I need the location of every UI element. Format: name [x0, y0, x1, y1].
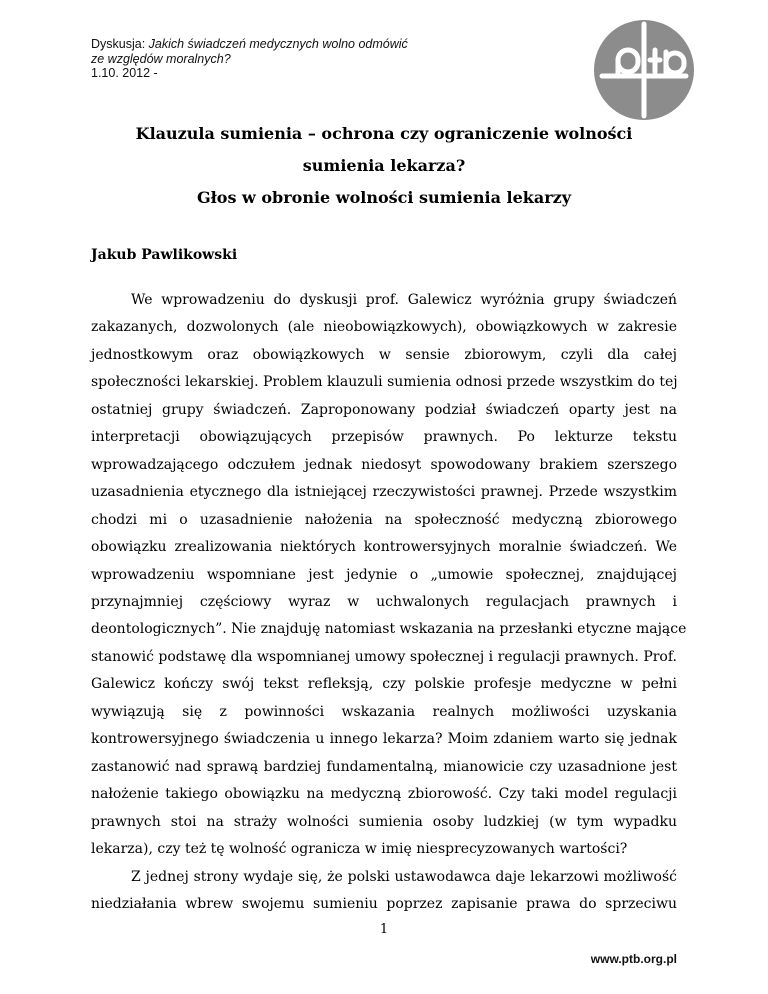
body-line: Z jednej strony wydaje się, że polski ustawodawca daje lekarzowi możliwość — [131, 869, 677, 885]
body-line: prawnych stoi na straży wolności sumienia osoby ludzkiej (w tym wypadku — [91, 814, 677, 830]
body-line: wprowadzającego odczułem jednak niedosyt spowodowany brakiem szerszego — [91, 457, 677, 473]
header-topic-line2: ze względów moralnych? — [91, 51, 231, 66]
header-date: 1.10. 2012 - — [91, 66, 158, 80]
discussion-header — [91, 37, 408, 81]
body-line: przynajmniej częściowy wyraz w uchwalonych regulacjach prawnych i — [91, 594, 677, 610]
body-line: kontrowersyjnego świadczenia u innego lekarza? Moim zdaniem warto się jednak — [91, 731, 677, 747]
body-line: interpretacji obowiązujących przepisów prawnych. Po lekturze tekstu — [91, 429, 677, 445]
footer-url: www.ptb.org.pl — [590, 952, 677, 966]
author-name: Jakub Pawlikowski — [91, 247, 238, 263]
title-line-2: sumienia lekarza? — [302, 156, 466, 175]
body-line: zakazanych, dozwolonych (ale nieobowiązkowych), obowiązkowych w zakresie — [91, 319, 677, 335]
body-line: wywiązują się z powinności wskazania realnych możliwości uzyskania — [91, 704, 677, 720]
body-line: jednostkowym oraz obowiązkowych w sensie zbiorowym, czyli dla całej — [91, 347, 677, 363]
body-line: We wprowadzeniu do dyskusji prof. Galewicz wyróżnia grupy świadczeń — [131, 292, 677, 308]
body-line: zastanowić nad sprawą bardziej fundamentalną, mianowicie czy uzasadnione jest — [91, 759, 677, 775]
body-line: stanowić podstawę dla wspomnianej umowy społecznej i regulacji prawnych. Prof. — [91, 649, 677, 665]
header-prefix: Dyskusja: — [91, 37, 149, 51]
body-line: Galewicz kończy swój tekst refleksją, czy polskie profesje medyczne w pełni — [91, 676, 677, 692]
body-line: nałożenie takiego obowiązku na medyczną zbiorowość. Czy taki model regulacji — [91, 786, 677, 802]
body-line: społeczności lekarskiej. Problem klauzuli sumienia odnosi przede wszystkim do tej — [91, 374, 678, 390]
body-line: lekarza), czy też tę wolność ogranicza w imię niesprecyzowanych wartości? — [91, 841, 628, 857]
body-line: chodzi mi o uzasadnienie nałożenia na społeczność medyczną zbiorowego — [91, 512, 677, 528]
ptb-logo-icon — [592, 18, 696, 122]
subtitle: Głos w obronie wolności sumienia lekarzy — [196, 188, 572, 207]
header-topic-line1: Jakich świadczeń medycznych wolno odmówić — [148, 37, 408, 51]
body-line: ostatniej grupy świadczeń. Zaproponowany podział świadczeń oparty jest na — [91, 402, 677, 418]
page-number: 1 — [379, 922, 389, 937]
body-line: obowiązku zrealizowania niektórych kontrowersyjnych moralnie świadczeń. We — [91, 539, 677, 555]
body-line: uzasadnienia etycznego dla istniejącej rzeczywistości prawnej. Przede wszystkim — [91, 484, 677, 500]
body-line: deontologicznych”. Nie znajduję natomiast wskazania na przesłanki etyczne mające — [91, 621, 687, 637]
body-line: niedziałania wbrew swojemu sumieniu poprzez zapisanie prawa do sprzeciwu — [91, 896, 677, 912]
title-line-1: Klauzula sumienia – ochrona czy ograniczenie wolności — [135, 124, 633, 143]
body-line: wprowadzeniu wspomniane jest jedynie o „umowie społecznej, znajdującej — [91, 567, 677, 583]
